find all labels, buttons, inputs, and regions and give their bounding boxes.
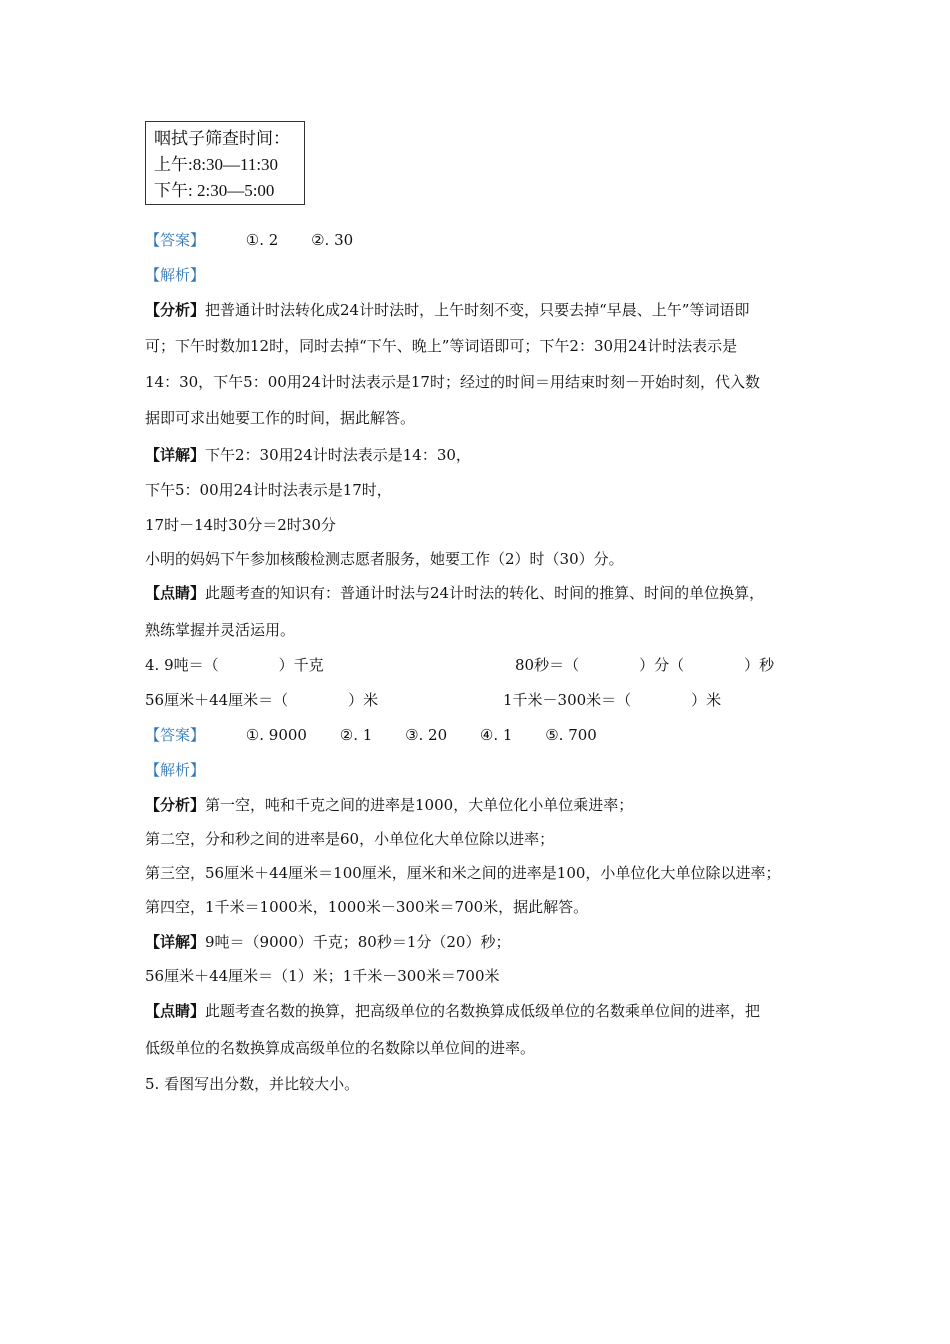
dianjing-text: 此题考查的知识有：普通计时法与24计时法的转化、时间的推算、时间的单位换算， — [205, 584, 765, 602]
q3-xiangjie-line: 下午5：00用24计时法表示是17时， — [145, 481, 392, 499]
answer-label: 【答案】 — [145, 726, 206, 744]
answer-item: ④. 1 — [479, 726, 513, 744]
q3-xiangjie-line: 17时－14时30分＝2时30分 — [145, 516, 336, 534]
q3-xiangjie-line — [145, 444, 471, 465]
xiangjie-tag: 【详解】 — [145, 446, 206, 464]
q4-fenxi-line: 第三空，56厘米＋44厘米＝100厘米，厘米和米之间的进率是100，小单位化大单位除以进率； — [145, 864, 781, 882]
answer-item: ①. 2 — [245, 231, 279, 249]
q3-analysis-label: 【解析】 — [145, 266, 206, 284]
q4-dianjing-line: 低级单位的名数换算成高级单位的名数除以单位间的进率。 — [145, 1039, 536, 1057]
answer-item: ⑤. 700 — [545, 726, 597, 744]
q3-dianjing-line — [145, 582, 764, 603]
q4-answer — [145, 724, 625, 745]
dianjing-text: 此题考查名数的换算，把高级单位的名数换算成低级单位的名数乘单位间的进率，把 — [205, 1002, 761, 1020]
q3-fenxi-line: 可；下午时数加12时，同时去掉“下午、晚上”等词语即可；下午2：30用24计时法表示是 — [145, 337, 738, 355]
dianjing-tag: 【点睛】 — [145, 584, 206, 602]
fenxi-text: 把普通计时法转化成24计时法时，上午时刻不变，只要去掉“早晨、上午”等词语即 — [205, 301, 750, 319]
screening-time-notice — [145, 121, 305, 205]
fenxi-tag: 【分析】 — [145, 796, 206, 814]
q3-xiangjie-line: 小明的妈妈下午参加核酸检测志愿者服务，她要工作（2）时（30）分。 — [145, 550, 624, 568]
q4-row1-right: 80秒＝（ ）分（ ）秒 — [515, 656, 775, 674]
xiangjie-tag: 【详解】 — [145, 933, 206, 951]
notice-title: 咽拭子筛查时间： — [154, 129, 290, 148]
q4-fenxi-line — [145, 794, 633, 815]
notice-morning: 上午:8:30—11:30 — [154, 155, 279, 174]
q4-dianjing-line — [145, 1000, 760, 1021]
answer-label: 【答案】 — [145, 231, 206, 249]
q4-fenxi-line: 第四空，1千米＝1000米，1000米－300米＝700米，据此解答。 — [145, 898, 589, 916]
q4-row2-left: 56厘米＋44厘米＝（ ）米 — [145, 691, 379, 709]
q4-analysis-label: 【解析】 — [145, 761, 206, 779]
answer-item: ①. 9000 — [245, 726, 307, 744]
q3-fenxi-line — [145, 299, 749, 320]
answer-item: ②. 30 — [311, 231, 354, 249]
notice-afternoon: 下午: 2:30—5:00 — [154, 181, 275, 200]
q4-row2-right: 1千米－300米＝（ ）米 — [503, 691, 722, 709]
question-5: 5. 看图写出分数，并比较大小。 — [145, 1075, 360, 1093]
fenxi-tag: 【分析】 — [145, 301, 206, 319]
q3-fenxi-line: 14：30，下午5：00用24计时法表示是17时；经过的时间＝用结束时刻－开始时刻，代入数 — [145, 373, 760, 391]
q4-fenxi-line: 第二空，分和秒之间的进率是60，小单位化大单位除以进率； — [145, 830, 555, 848]
answer-item: ③. 20 — [405, 726, 448, 744]
q4-xiangjie-line — [145, 931, 510, 952]
q4-xiangjie-line: 56厘米＋44厘米＝（1）米；1千米－300米＝700米 — [145, 967, 500, 985]
q3-fenxi-line: 据即可求出她要工作的时间，据此解答。 — [145, 409, 416, 427]
dianjing-tag: 【点睛】 — [145, 1002, 206, 1020]
xiangjie-text: 9吨＝（9000）千克；80秒＝1分（20）秒； — [205, 933, 511, 951]
q4-row1-left: 4. 9吨＝（ ）千克 — [145, 656, 324, 674]
q3-dianjing-line: 熟练掌握并灵活运用。 — [145, 621, 296, 639]
q3-answer — [145, 229, 381, 250]
fenxi-text: 第一空，吨和千克之间的进率是1000，大单位化小单位乘进率； — [205, 796, 634, 814]
xiangjie-text: 下午2：30用24计时法表示是14：30， — [205, 446, 471, 464]
answer-item: ②. 1 — [339, 726, 373, 744]
